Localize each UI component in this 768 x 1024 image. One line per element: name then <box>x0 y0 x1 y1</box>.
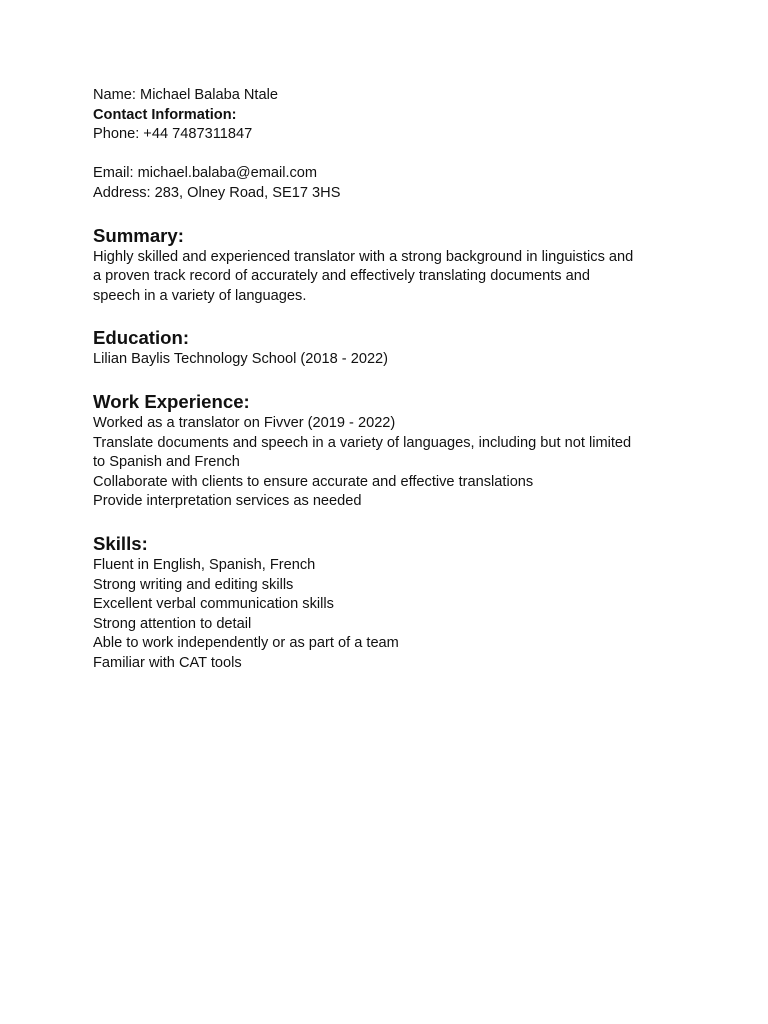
education-section <box>93 327 683 370</box>
summary-line: speech in a variety of languages. <box>93 287 307 304</box>
skills-line: Excellent verbal communication skills <box>93 596 334 613</box>
summary-line: Highly skilled and experienced translator with a strong background in linguistics and <box>93 248 634 265</box>
education-line: Lilian Baylis Technology School (2018 - 2022) <box>93 351 389 368</box>
work-experience-line: Provide interpretation services as needed <box>93 493 362 510</box>
contact-heading: Contact Information: <box>93 106 237 123</box>
skills-heading: Skills: <box>93 532 148 554</box>
skills-line: Familiar with CAT tools <box>93 654 242 671</box>
phone-line: Phone: +44 7487311847 <box>93 126 253 143</box>
work-experience-line: Translate documents and speech in a variety of languages, including but not limited <box>93 434 632 451</box>
skills-section <box>93 533 683 674</box>
summary-section <box>93 225 683 307</box>
skills-line: Fluent in English, Spanish, French <box>93 556 316 573</box>
skills-line: Strong writing and editing skills <box>93 576 294 593</box>
education-heading: Education: <box>93 327 190 349</box>
summary-heading: Summary: <box>93 224 184 246</box>
skills-line: Able to work independently or as part of a team <box>93 635 399 652</box>
spacer <box>93 145 683 165</box>
email-line: Email: michael.balaba@email.com <box>93 165 318 182</box>
skills-line: Strong attention to detail <box>93 615 252 632</box>
work-experience-heading: Work Experience: <box>93 390 250 412</box>
address-line: Address: 283, Olney Road, SE17 3HS <box>93 184 341 201</box>
contact-section <box>93 86 683 204</box>
work-experience-section <box>93 391 683 512</box>
work-experience-line: Worked as a translator on Fivver (2019 - 2022) <box>93 414 396 431</box>
work-experience-line: to Spanish and French <box>93 454 240 471</box>
resume-content <box>93 86 683 673</box>
summary-line: a proven track record of accurately and effectively translating documents and <box>93 268 590 285</box>
work-experience-line: Collaborate with clients to ensure accurate and effective translations <box>93 473 534 490</box>
name-line: Name: Michael Balaba Ntale <box>93 87 278 103</box>
